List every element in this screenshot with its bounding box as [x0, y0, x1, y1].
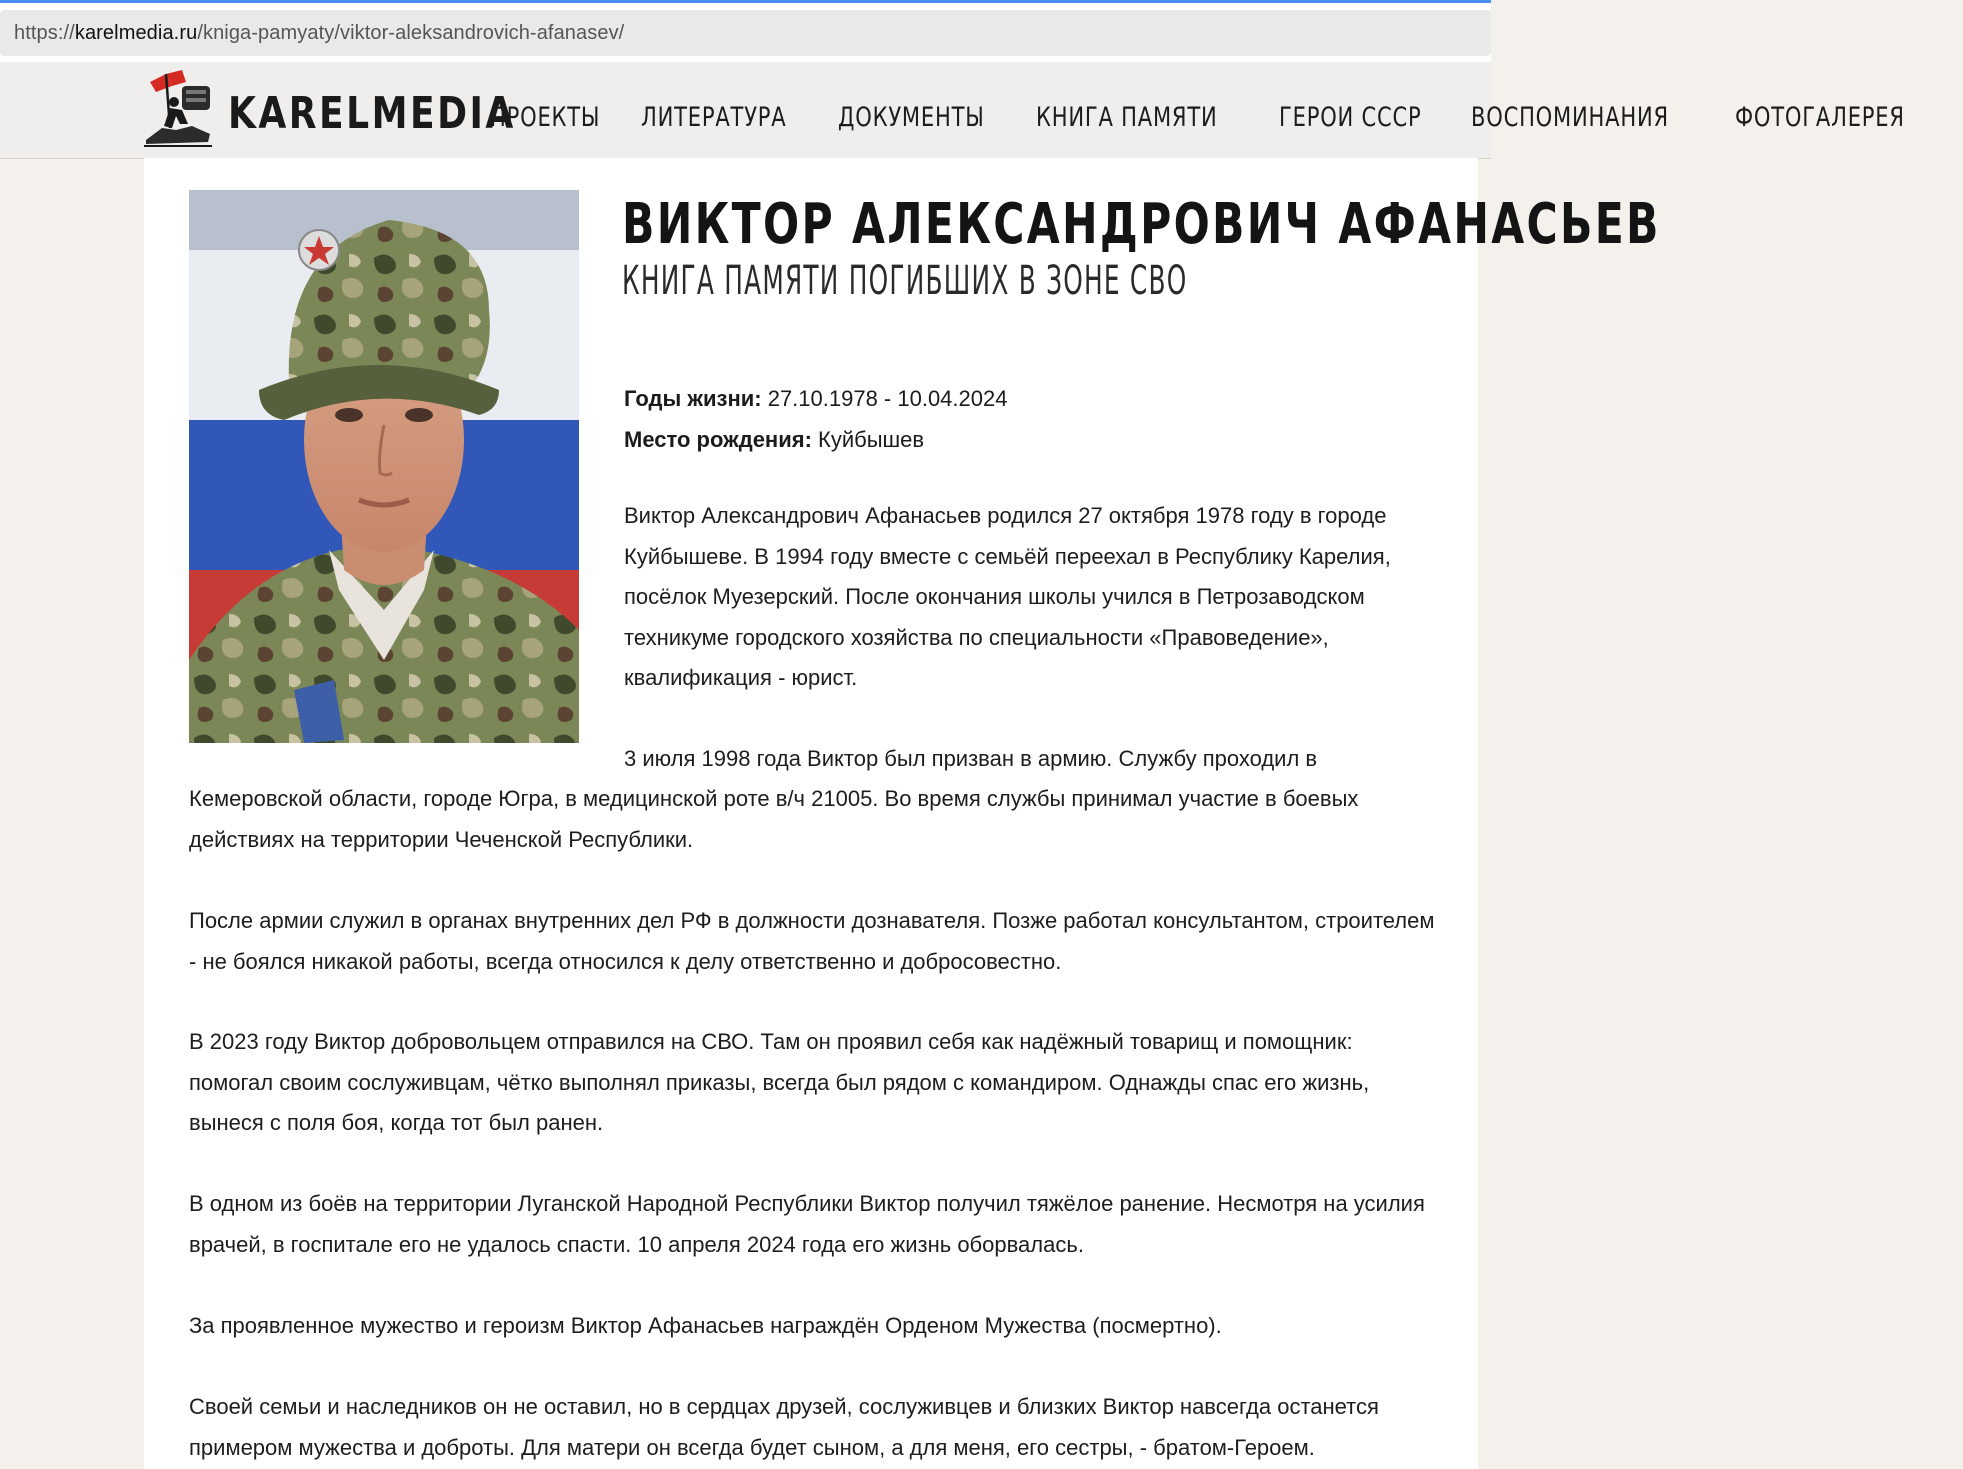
bio-line: Виктор Александрович Афанасьев родился 27 октября 1978 году в городе	[624, 503, 1387, 528]
bio-line: квалификация - юрист.	[624, 665, 858, 690]
bio-line: В 2023 году Виктор добровольцем отправился на СВО. Там он проявил себя как надёжный товарищ и помощник:	[189, 1029, 1353, 1054]
bio-paragraph-3	[189, 901, 1439, 982]
birthplace	[624, 419, 1007, 460]
url-field[interactable]	[0, 10, 1491, 56]
bio-line: В одном из боёв на территории Луганской Народной Республики Виктор получил тяжёлое ранение. Несмотря на усилия	[189, 1191, 1425, 1216]
years-label: Годы жизни:	[624, 386, 762, 411]
bio-paragraph-6	[189, 1306, 1439, 1347]
browser-address-bar	[0, 0, 1491, 62]
bio-line: вынеся с поля боя, когда тот был ранен.	[189, 1110, 604, 1135]
bio-line: Куйбышеве. В 1994 году вместе с семьёй переехал в Республику Карелия,	[624, 543, 1391, 569]
bio-line: помогал своим сослуживцам, чётко выполнял приказы, всегда был рядом с командиром. Однажды спас его жизнь,	[189, 1069, 1370, 1095]
person-facts	[624, 378, 1007, 460]
bio-line: техникуме городского хозяйства по специальности «Правоведение»,	[624, 624, 1329, 650]
memory-book-subtitle: КНИГА ПАМЯТИ ПОГИБШИХ В ЗОНЕ СВО	[622, 258, 1188, 304]
bio-line: 3 июля 1998 года Виктор был призван в армию. Службу проходил в	[624, 746, 1318, 771]
url-domain: karelmedia.ru	[74, 22, 198, 44]
soldier-flag-logo-icon	[142, 68, 214, 148]
site-header	[0, 62, 1905, 159]
bio-paragraph-7	[189, 1387, 1439, 1468]
nav-item-memory-book[interactable]: КНИГА ПАМЯТИ	[1035, 102, 1218, 133]
url-text[interactable]	[14, 22, 624, 45]
bio-paragraph-4	[189, 1022, 1439, 1144]
nav-item-documents[interactable]: ДОКУМЕНТЫ	[837, 102, 985, 133]
logo-text: KARELMEDIA	[228, 88, 516, 139]
bio-line: посёлок Муезерский. После окончания школы учился в Петрозаводском	[624, 584, 1365, 609]
bio-line: После армии служил в органах внутренних дел РФ в должности дознавателя. Позже работал консультантом, строителем	[189, 908, 1435, 933]
bio-line: примером мужества и доброты. Для матери он всегда будет сыном, а для меня, его сестры, - братом-Героем.	[189, 1434, 1315, 1460]
memorial-article	[144, 158, 1661, 1469]
bio-paragraph-2-start	[624, 739, 1424, 780]
site-logo[interactable]	[142, 68, 516, 154]
bio-paragraph-2	[189, 779, 1439, 860]
url-scheme: https://	[14, 22, 75, 44]
nav-item-memories[interactable]: ВОСПОМИНАНИЯ	[1471, 102, 1670, 133]
person-name: ВИКТОР АЛЕКСАНДРОВИЧ АФАНАСЬЕВ	[622, 192, 1661, 257]
bio-line: действиях на территории Чеченской Республики.	[189, 826, 694, 852]
soldier-portrait-photo	[189, 190, 579, 743]
main-nav	[490, 102, 1963, 133]
bio-paragraph-5	[189, 1184, 1439, 1265]
nav-item-projects[interactable]: ПРОЕКТЫ	[490, 102, 601, 133]
birthplace-label: Место рождения:	[624, 427, 812, 452]
nav-item-heroes-ussr[interactable]: ГЕРОИ СССР	[1278, 102, 1422, 133]
birthplace-value: Куйбышев	[811, 427, 925, 452]
nav-item-photogallery[interactable]: ФОТОГАЛЕРЕЯ	[1734, 102, 1905, 133]
portrait-image	[189, 190, 579, 743]
bio-line: Кемеровской области, городе Югра, в медицинской роте в/ч 21005. Во время службы принимал участие в боевых	[189, 786, 1359, 811]
nav-item-literature[interactable]: ЛИТЕРАТУРА	[641, 102, 787, 133]
years-value: 27.10.1978 - 10.04.2024	[761, 386, 1008, 411]
bio-line: Своей семьи и наследников он не оставил, но в сердцах друзей, сослуживцев и близких Виктор навсегда останется	[189, 1394, 1379, 1419]
years-of-life	[624, 378, 1007, 419]
bio-line: - не боялся никакой работы, всегда относился к делу ответственно и добросовестно.	[189, 948, 1062, 974]
bio-line: врачей, в госпитале его не удалось спасти. 10 апреля 2024 года его жизнь оборвалась.	[189, 1231, 1084, 1257]
bio-line: За проявленное мужество и героизм Виктор Афанасьев награждён Орденом Мужества (посмертно).	[189, 1313, 1222, 1338]
url-path: /kniga-pamyaty/viktor-aleksandrovich-afanasev/	[197, 22, 625, 44]
bio-paragraph-1	[624, 496, 1424, 699]
